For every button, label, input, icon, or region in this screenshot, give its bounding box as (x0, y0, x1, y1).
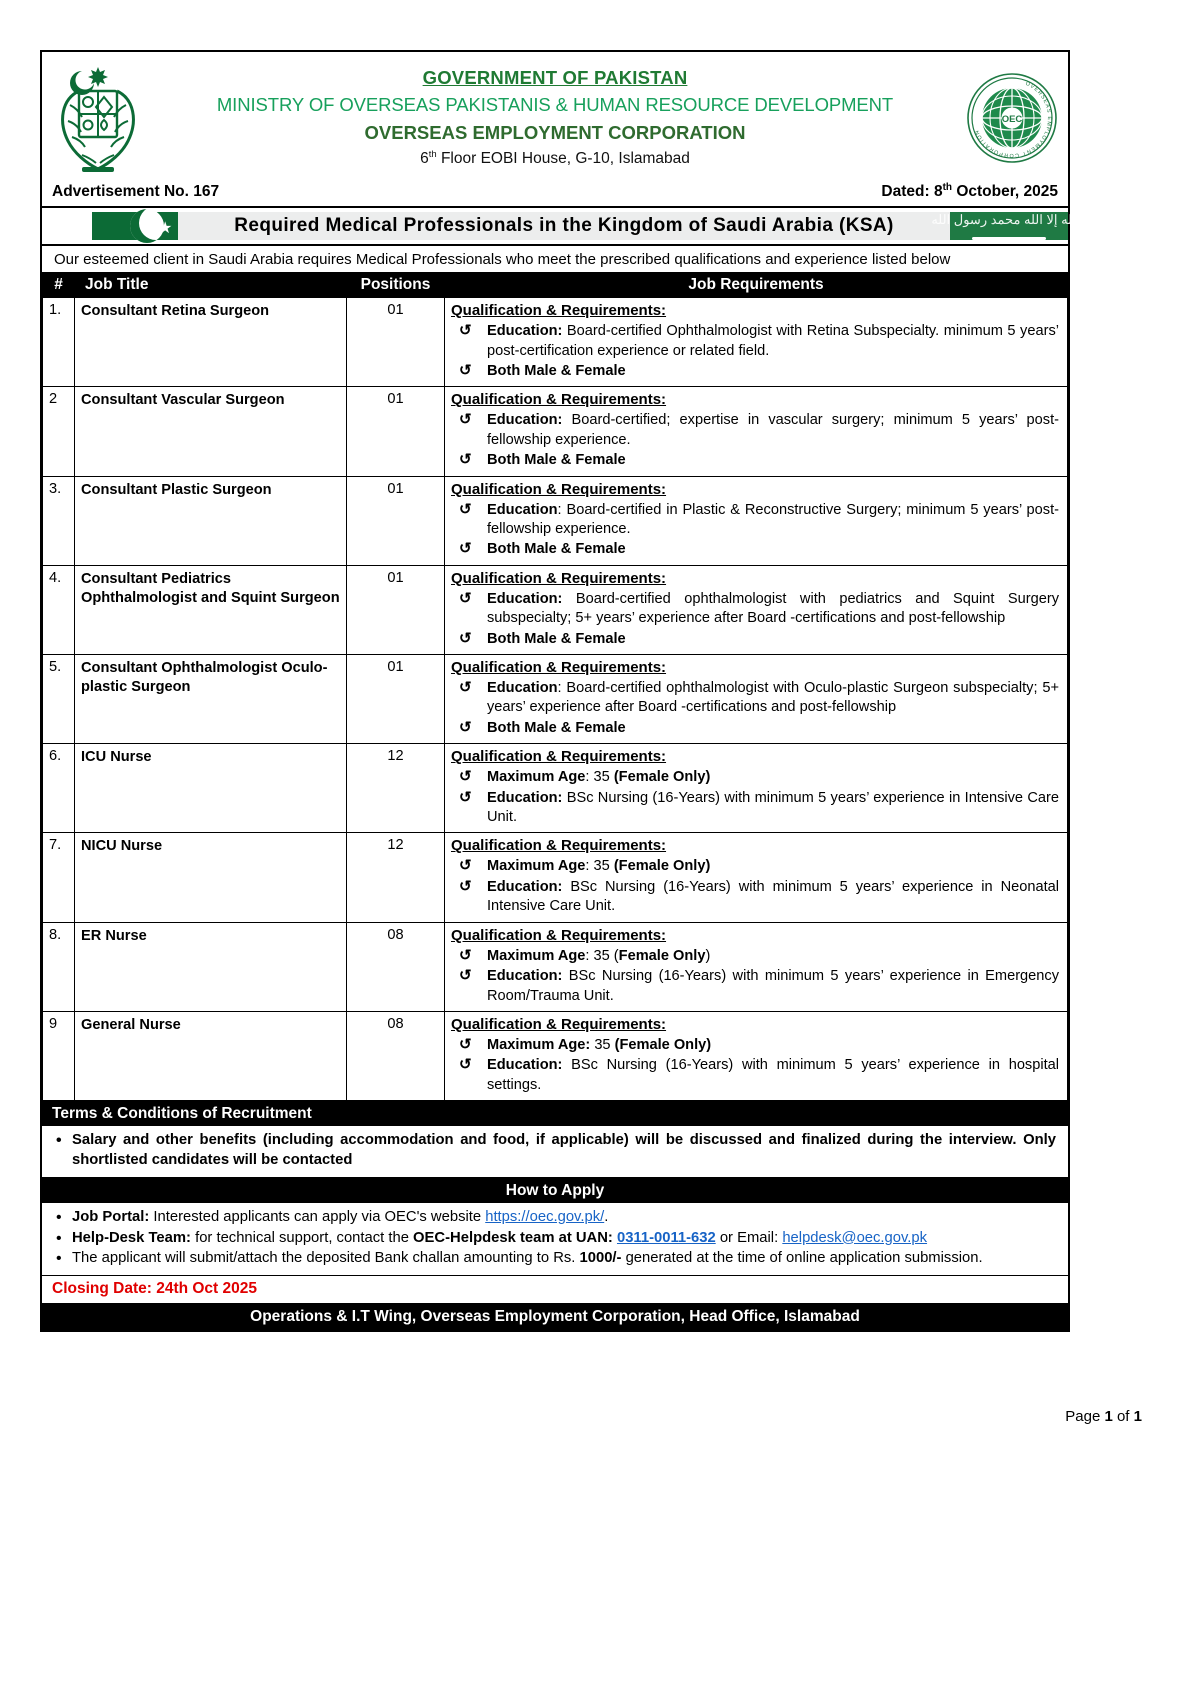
row-job-requirements (445, 387, 1068, 476)
requirement-label: Both Male & Female (487, 630, 626, 647)
row-number: 2 (43, 387, 75, 476)
requirement-label: Education: (487, 412, 563, 429)
requirement-label: Education: (487, 878, 563, 895)
oec-website-link[interactable]: https://oec.gov.pk/ (485, 1208, 605, 1225)
requirement-list (451, 947, 1061, 1006)
requirement-label: Maximum Age: (487, 1036, 591, 1053)
requirement-text: : Board-certified in Plastic & Reconstructive Surgery; minimum 5 years’ post-fellowship experience. (487, 501, 1059, 537)
requirement-item (451, 878, 1061, 917)
row-number: 9 (43, 1011, 75, 1100)
row-number: 8. (43, 922, 75, 1011)
requirement-text: : 35 (585, 769, 614, 786)
requirement-label: Both Male & Female (487, 362, 626, 379)
page-number: Page 1 of 1 (1065, 1408, 1142, 1425)
curved-arrow-bullet-icon: ↺ (459, 679, 472, 697)
title-banner (42, 208, 1087, 246)
col-header-job-requirements: Job Requirements (445, 273, 1068, 298)
banner-title-text: Required Medical Professionals in the Kingdom of Saudi Arabia (KSA) (178, 212, 950, 240)
table-row (43, 565, 1068, 654)
requirement-item (451, 501, 1061, 540)
requirement-label: Education: (487, 1057, 563, 1074)
requirement-item (451, 967, 1061, 1006)
banner-left-spacer (42, 212, 70, 240)
curved-arrow-bullet-icon: ↺ (459, 967, 472, 985)
requirement-list (451, 679, 1061, 738)
requirement-list (451, 411, 1061, 470)
curved-arrow-bullet-icon: ↺ (459, 322, 472, 340)
row-positions: 01 (347, 298, 445, 387)
requirement-gender-note: (Female Only) (613, 769, 711, 786)
requirement-item (451, 947, 1061, 966)
helpdesk-email-link[interactable]: helpdesk@oec.gov.pk (782, 1229, 928, 1246)
requirement-label: Education: (487, 590, 563, 607)
col-header-job-title: Job Title (75, 273, 347, 298)
requirement-label: Education: (487, 968, 563, 985)
row-job-title: ICU Nurse (75, 744, 347, 833)
helpdesk-mid: or Email: (715, 1229, 783, 1246)
requirement-item (451, 322, 1061, 361)
qualification-heading: Qualification & Requirements: (451, 480, 667, 498)
curved-arrow-bullet-icon: ↺ (459, 857, 472, 875)
curved-arrow-bullet-icon: ↺ (459, 788, 472, 806)
requirement-label: Both Male & Female (487, 452, 626, 469)
ministry-line: MINISTRY OF OVERSEAS PAKISTANIS & HUMAN RESOURCE DEVELOPMENT (216, 94, 894, 116)
how-to-apply-body (42, 1203, 1068, 1276)
col-header-positions: Positions (347, 273, 445, 298)
row-number: 5. (43, 655, 75, 744)
curved-arrow-bullet-icon: ↺ (459, 500, 472, 518)
col-header-number: # (43, 273, 75, 298)
advertisement-document (40, 50, 1087, 1332)
challan-post-text: generated at the time of online application submission. (621, 1250, 983, 1267)
requirement-text: Board-certified Ophthalmologist with Retina Subspecialty. minimum 5 years’ post-certification experience or related field. (487, 323, 1059, 359)
qualification-heading: Qualification & Requirements: (451, 926, 667, 944)
requirement-label: Education (487, 680, 558, 697)
requirement-item (451, 679, 1061, 718)
curved-arrow-bullet-icon: ↺ (459, 718, 472, 736)
row-job-requirements (445, 744, 1068, 833)
table-row (43, 833, 1068, 922)
star-shape: ★ (158, 220, 173, 238)
requirement-list (451, 322, 1061, 381)
jobs-table (42, 273, 1068, 1101)
requirement-gender-note: (Female Only) (613, 858, 711, 875)
row-job-title: Consultant Plastic Surgeon (75, 476, 347, 565)
terms-list-item: • Salary and other benefits (including accommodation and food, if applicable) will be discussed and finalized during the interview. Only shortlisted candidates will be contacted (50, 1131, 1060, 1171)
document-header (42, 52, 1068, 180)
requirement-item (451, 1056, 1061, 1095)
curved-arrow-bullet-icon: ↺ (459, 768, 472, 786)
requirement-text: 35 (590, 1036, 615, 1053)
requirement-item (451, 411, 1061, 450)
requirement-item (451, 857, 1061, 876)
qualification-heading: Qualification & Requirements: (451, 569, 667, 587)
table-row (43, 1011, 1068, 1100)
job-portal-tail: . (604, 1208, 609, 1225)
requirement-text: : Board-certified ophthalmologist with Oculo-plastic Surgeon subspecialty; 5+ years’ experience after Board -certifications and post-fellowship (487, 680, 1059, 716)
requirement-text: : 35 (585, 858, 614, 875)
row-job-title: Consultant Retina Surgeon (75, 298, 347, 387)
curved-arrow-bullet-icon: ↺ (459, 629, 472, 647)
row-positions: 12 (347, 744, 445, 833)
row-job-title: Consultant Pediatrics Ophthalmologist and Squint Surgeon (75, 565, 347, 654)
advertisement-line (42, 180, 1068, 208)
requirement-label: Maximum Age (487, 947, 586, 964)
requirement-item (451, 1036, 1061, 1055)
curved-arrow-bullet-icon: ↺ (459, 540, 472, 558)
row-job-title: Consultant Ophthalmologist Oculo-plastic Surgeon (75, 655, 347, 744)
office-address: 6th Floor EOBI House, G-10, Islamabad (420, 149, 690, 168)
requirement-label: Both Male & Female (487, 541, 626, 558)
row-job-requirements (445, 833, 1068, 922)
requirement-item (451, 590, 1061, 629)
how-to-apply-job-portal (50, 1208, 1060, 1228)
advertisement-date: Dated: 8th October, 2025 (881, 182, 1058, 201)
row-job-requirements (445, 655, 1068, 744)
intro-paragraph: Our esteemed client in Saudi Arabia requires Medical Professionals who meet the prescribed qualifications and experience listed below (42, 246, 1068, 273)
requirement-text: BSc Nursing (16-Years) with minimum 5 years’ experience in Emergency Room/Trauma Unit. (487, 968, 1059, 1004)
job-portal-label: Job Portal: (72, 1208, 150, 1225)
requirement-item (451, 451, 1061, 470)
job-portal-text: Interested applicants can apply via OEC's website (149, 1208, 486, 1225)
closing-date: Closing Date: 24th Oct 2025 (42, 1276, 1068, 1304)
row-number: 7. (43, 833, 75, 922)
government-line: GOVERNMENT OF PAKISTAN (422, 66, 688, 88)
advertisement-number: Advertisement No. 167 (52, 183, 220, 201)
requirement-list (451, 1036, 1061, 1095)
requirement-label: Education (487, 501, 558, 518)
curved-arrow-bullet-icon: ↺ (459, 1035, 472, 1053)
requirement-list (451, 590, 1061, 649)
table-row (43, 298, 1068, 387)
requirement-item (451, 362, 1061, 381)
header-text-block (146, 67, 964, 170)
row-job-requirements (445, 922, 1068, 1011)
row-positions: 01 (347, 655, 445, 744)
requirement-text: BSc Nursing (16-Years) with minimum 5 years’ experience in Intensive Care Unit. (487, 789, 1059, 826)
requirement-label: Maximum Age (487, 769, 586, 786)
requirement-gender-note: (Female Only) (614, 1036, 712, 1053)
challan-pre-text: The applicant will submit/attach the deposited Bank challan amounting to Rs. (72, 1250, 580, 1267)
curved-arrow-bullet-icon: ↺ (459, 361, 472, 379)
table-row (43, 387, 1068, 476)
requirement-item (451, 630, 1061, 649)
row-positions: 08 (347, 922, 445, 1011)
requirement-text: BSc Nursing (16-Years) with minimum 5 years’ experience in Neonatal Intensive Care Unit. (487, 878, 1059, 915)
row-positions: 01 (347, 476, 445, 565)
table-row (43, 744, 1068, 833)
terms-list (50, 1131, 1060, 1171)
footer-bar: Operations & I.T Wing, Overseas Employment Corporation, Head Office, Islamabad (42, 1304, 1068, 1330)
requirement-text: Board-certified ophthalmologist with pediatrics and Squint Surgery subspecialty; 5+ years’ experience after Board -certifications and post-fellowship (487, 590, 1059, 627)
row-job-requirements (445, 298, 1068, 387)
terms-heading-bar: Terms & Conditions of Recruitment (42, 1101, 1068, 1126)
requirement-label: Both Male & Female (487, 719, 626, 736)
requirement-text: Board-certified; expertise in vascular surgery; minimum 5 years’ post-fellowship experience. (487, 412, 1059, 448)
row-job-title: Consultant Vascular Surgeon (75, 387, 347, 476)
row-number: 6. (43, 744, 75, 833)
terms-body (42, 1126, 1068, 1178)
qualification-heading: Qualification & Requirements: (451, 659, 667, 677)
helpdesk-uan-link[interactable]: 0311-0011-632 (616, 1229, 716, 1246)
requirement-gender-note: Female Only (618, 947, 706, 964)
row-job-requirements (445, 476, 1068, 565)
how-to-apply-helpdesk (50, 1229, 1060, 1249)
qualification-heading: Qualification & Requirements: (451, 837, 667, 855)
shahada-text: لا إله إلا الله محمد رسول الله (931, 212, 1087, 228)
curved-arrow-bullet-icon: ↺ (459, 1056, 472, 1074)
helpdesk-text: for technical support, contact the (190, 1229, 414, 1246)
qualification-heading: Qualification & Requirements: (451, 391, 667, 409)
row-number: 3. (43, 476, 75, 565)
requirement-tail: ) (705, 947, 711, 964)
row-positions: 08 (347, 1011, 445, 1100)
curved-arrow-bullet-icon: ↺ (459, 877, 472, 895)
helpdesk-label: Help-Desk Team: (72, 1229, 191, 1246)
requirement-label: Maximum Age (487, 858, 586, 875)
curved-arrow-bullet-icon: ↺ (459, 946, 472, 964)
row-positions: 01 (347, 565, 445, 654)
pakistan-state-emblem-icon (50, 59, 146, 177)
jobs-table-header-row (43, 273, 1068, 298)
organization-line: OVERSEAS EMPLOYMENT CORPORATION (364, 121, 746, 143)
svg-text:OEC: OEC (1001, 114, 1023, 125)
row-job-requirements (445, 1011, 1068, 1100)
requirement-text: : 35 ( (585, 947, 619, 964)
challan-amount: 1000/- (579, 1250, 622, 1267)
table-row (43, 476, 1068, 565)
requirement-item (451, 540, 1061, 559)
requirement-list (451, 857, 1061, 916)
requirement-list (451, 501, 1061, 560)
oec-logo-icon (964, 72, 1060, 164)
curved-arrow-bullet-icon: ↺ (459, 411, 472, 429)
row-positions: 12 (347, 833, 445, 922)
svg-text:OVERSEAS EMPLOYMENT CORPORATIO: OVERSEAS EMPLOYMENT CORPORATION (973, 80, 1052, 159)
row-job-requirements (445, 565, 1068, 654)
how-to-apply-list (50, 1208, 1060, 1269)
requirement-text: BSc Nursing (16-Years) with minimum 5 years’ experience in hospital settings. (487, 1057, 1059, 1093)
row-positions: 01 (347, 387, 445, 476)
requirement-label: Education: (487, 789, 563, 806)
qualification-heading: Qualification & Requirements: (451, 1015, 667, 1033)
saudi-arabia-flag-icon (931, 212, 1087, 240)
helpdesk-uan-label: OEC-Helpdesk team at UAN: (413, 1229, 617, 1246)
how-to-apply-bank-challan (50, 1249, 1060, 1269)
requirement-item (451, 768, 1061, 787)
requirement-item (451, 719, 1061, 738)
requirement-item (451, 789, 1061, 828)
requirement-list (451, 768, 1061, 827)
table-row (43, 922, 1068, 1011)
curved-arrow-bullet-icon: ↺ (459, 589, 472, 607)
row-job-title: ER Nurse (75, 922, 347, 1011)
row-job-title: NICU Nurse (75, 833, 347, 922)
row-number: 4. (43, 565, 75, 654)
table-row (43, 655, 1068, 744)
qualification-heading: Qualification & Requirements: (451, 302, 667, 320)
row-number: 1. (43, 298, 75, 387)
sword-shape (972, 237, 1046, 240)
how-to-apply-heading-bar: How to Apply (42, 1178, 1068, 1203)
qualification-heading: Qualification & Requirements: (451, 748, 667, 766)
row-job-title: General Nurse (75, 1011, 347, 1100)
requirement-label: Education: (487, 323, 563, 340)
pakistan-flag-icon (70, 212, 178, 240)
curved-arrow-bullet-icon: ↺ (459, 451, 472, 469)
